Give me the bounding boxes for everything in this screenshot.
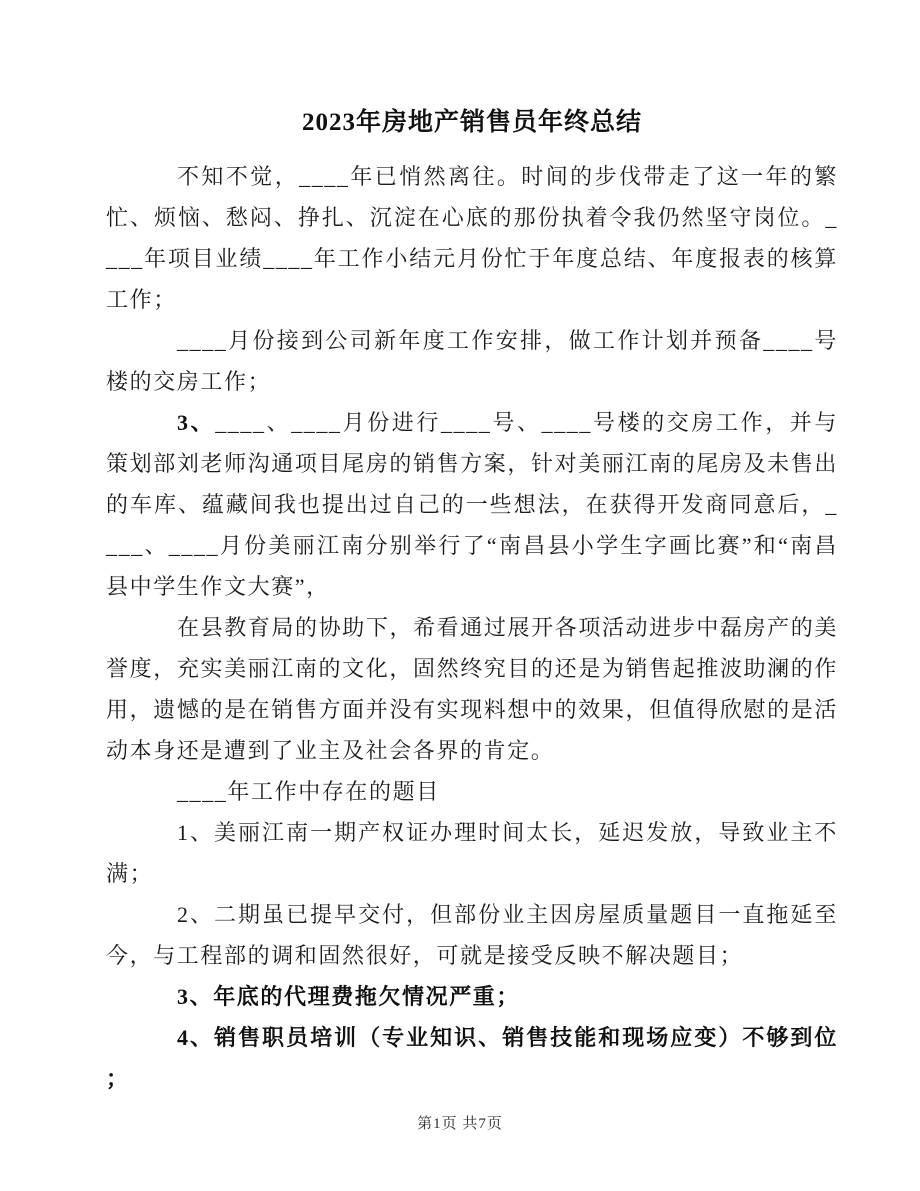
text-run: 2、二期虽已提早交付，但部份业主因房屋质量题目一直拖延至今，与工程部的调和固然很好，可就是接受反映不解决题目； — [106, 902, 838, 968]
text-run-bold: 3、年底的代理费拖欠情况严重； — [177, 984, 521, 1009]
text-run: 在县教育局的协助下，希看通过展开各项活动进步中磊房产的美誉度，充实美丽江南的文化，固然终究目的还是为销售起推波助澜的作用，遗憾的是在销售方面并没有实现料想中的效果，但值得欣慰的是活动本身还是遭到了业主及社会各界的肯定。 — [106, 615, 838, 763]
text-run: ____、____月份进行____号、____号楼的交房工作，并与策划部刘老师沟通项目尾房的销售方案，针对美丽江南的尾房及未售出的车库、蕴藏间我也提出过自己的一些想法，在获得开发商同意后，____、____月份美丽江南分别举行了“南昌县小学生字画比赛”和“南昌县中学生作文大赛”， — [106, 410, 838, 599]
text-run: ____年工作中存在的题目 — [177, 779, 440, 804]
text-run: ____月份接到公司新年度工作安排，做工作计划并预备____号楼的交房工作； — [106, 328, 838, 394]
paragraph — [106, 771, 838, 812]
paragraph — [106, 320, 838, 402]
document-content — [106, 103, 838, 1099]
text-run-bold: 4、销售职员培训（专业知识、销售技能和现场应变）不够到位； — [106, 1025, 838, 1091]
paragraph — [106, 156, 838, 320]
paragraph — [106, 894, 838, 976]
page-footer — [0, 1112, 920, 1133]
text-run: 不知不觉，____年已悄然离往。时间的步伐带走了这一年的繁忙、烦恼、愁闷、挣扎、沉淀在心底的那份执着令我仍然坚守岗位。____年项目业绩____年工作小结元月份忙于年度总结、年度报表的核算工作； — [106, 164, 838, 312]
paragraph — [106, 402, 838, 607]
text-run: 1、美丽江南一期产权证办理时间太长，延迟发放，导致业主不满； — [106, 820, 838, 886]
document-body — [106, 156, 838, 1099]
document-title: 2023年房地产销售员年终总结 — [301, 109, 642, 136]
paragraph — [106, 607, 838, 771]
paragraph — [106, 976, 838, 1017]
page-number-indicator: 第1页 共7页 — [417, 1116, 503, 1132]
text-run-bold: 3、 — [177, 410, 216, 435]
paragraph — [106, 812, 838, 894]
paragraph — [106, 1017, 838, 1099]
